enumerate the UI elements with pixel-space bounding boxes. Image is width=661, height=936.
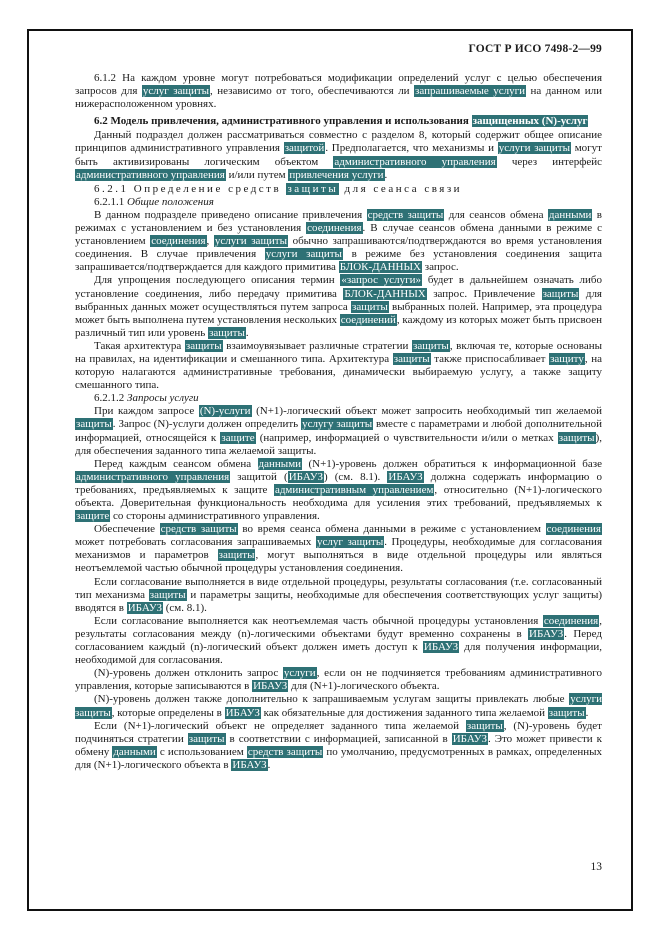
highlighted-term: «запрос услуги» bbox=[341, 274, 422, 287]
highlighted-term: соединения bbox=[543, 614, 599, 627]
highlighted-term: ИБАУЗ bbox=[388, 470, 423, 483]
highlighted-term: защиты bbox=[548, 706, 585, 719]
highlighted-term: средств защиты bbox=[367, 208, 444, 221]
italic-subheading-text: Общие положения bbox=[127, 195, 214, 208]
highlighted-term: защитой bbox=[284, 142, 325, 155]
highlighted-term: защищенных (N)-услуг bbox=[472, 115, 588, 128]
highlighted-term: защиты bbox=[218, 549, 255, 562]
highlighted-term: защите bbox=[221, 431, 255, 444]
highlighted-term: услуги защиты bbox=[498, 142, 570, 155]
highlighted-term: БЛОК-ДАННЫХ bbox=[344, 287, 426, 300]
paragraph: Для упрощения последующего описания термин «запрос услуги» будет в дальнейшем означать либо установление соединения, либо передачу примитива БЛОК-ДАННЫХ запрос. Привлечение защиты для выбранных данных может осуществляться путем запроса защиты выбранных полей. Например, эта процедура может быть выполнена путем установления нескольких соединений, каждому из которых может быть присвоен различный тип или уровень защиты. bbox=[75, 274, 602, 339]
highlighted-term: административного управления bbox=[76, 470, 230, 483]
highlighted-term: защиты bbox=[149, 588, 186, 601]
paragraph: В данном подразделе приведено описание привлечения средств защиты для сеансов обмена данными в режимах с установлением и без установления соединения. В случае сеансов обмена данными в режиме с установлением соединения, услуги защиты обычно запрашиваются/подтверждаются во время установления соединения. В случае привлечения услуги защиты в режиме без установления соединения защита запрашивается/подтверждается для каждого примитива БЛОК-ДАННЫХ запрос. bbox=[75, 208, 602, 274]
highlighted-term: административного управления bbox=[334, 155, 496, 168]
paragraph: Обеспечение средств защиты во время сеанса обмена данными в режиме с установлением соединения может потребовать согласования запрашиваемых услуг защиты. Процедуры, необходимые для согласования механизмов и параметров защиты, могут выполняться в виде отдельной процедуры или являться неотъемлемой частью обычной процедуры установления соединения. bbox=[75, 523, 602, 575]
highlighted-term: ИБАУЗ bbox=[529, 627, 564, 640]
highlighted-term: услуги bbox=[283, 667, 316, 680]
paragraph: (N)-уровень должен отклонить запрос услуги, если он не подчиняется требованиям административного управления, которые записываются в ИБАУЗ для (N+1)-логического объекта. bbox=[75, 667, 602, 693]
paragraph: 6.2.1 Определение средств защиты для сеанса связи bbox=[94, 182, 463, 195]
highlighted-term: средств защиты bbox=[247, 745, 323, 758]
highlighted-term: (N)-услуги bbox=[199, 405, 251, 418]
page-border bbox=[27, 29, 633, 911]
highlighted-term: защиты bbox=[558, 431, 595, 444]
highlighted-term: услуг защиты bbox=[316, 536, 384, 549]
document-body bbox=[75, 72, 602, 772]
highlighted-term: БЛОК-ДАННЫХ bbox=[339, 261, 422, 274]
highlighted-term: защиты bbox=[542, 287, 579, 300]
highlighted-term: защите bbox=[76, 510, 110, 523]
highlighted-term: ИБАУЗ bbox=[225, 706, 260, 719]
highlighted-term: ИБАУЗ bbox=[423, 641, 459, 654]
highlighted-term: административным управлением bbox=[274, 483, 434, 496]
paragraph: 6.2.1.1 Общие положения bbox=[94, 195, 214, 208]
paragraph: Перед каждым сеансом обмена данными (N+1)-уровень должен обратиться к информационной базе административного управления защитой (ИБАУЗ) (см. 8.1). ИБАУЗ должна содержать информацию о требованиях, предъявляемых к защите административным управлением, относительно (N+1)-логического объекта. Доверительная функциональность необходима для усиления этих требований, предъявляемых к защите со стороны административного управления. bbox=[75, 457, 602, 523]
paragraph: Если согласование выполняется как неотъемлемая часть обычной процедуры установления соединения, результаты согласования между (n)-логическими объектами будут временно сохранены в ИБАУЗ. Перед согласованием каждый (n)-логический объект должен иметь доступ к ИБАУЗ для получения информации, необходимой для согласования. bbox=[75, 614, 602, 667]
paragraph: При каждом запросе (N)-услуги (N+1)-логический объект может запросить необходимый тип желаемой защиты. Запрос (N)-услуги должен определить услугу защиты вместе с параметрами и любой дополнительной информацией, относящейся к защите (например, информацией о чувствительности и/или о метках защиты), для обеспечения заданного типа желаемой защиты. bbox=[75, 405, 602, 457]
paragraph: Данный подраздел должен рассматриваться совместно с разделом 8, который содержит общее описание принципов административного управления защитой. Предполагается, что механизмы и услуги защиты могут быть активизированы логическим объектом административного управления через интерфейс административного управления и/или путем привлечения услуги. bbox=[75, 129, 602, 181]
highlighted-term: данными bbox=[258, 457, 302, 470]
highlighted-term: защиты bbox=[413, 339, 449, 352]
highlighted-term: защиты bbox=[287, 182, 339, 195]
highlighted-term: защиты bbox=[209, 326, 245, 339]
highlighted-term: административного управления bbox=[76, 168, 225, 181]
highlighted-term: ИБАУЗ bbox=[127, 601, 162, 614]
highlighted-term: ИБАУЗ bbox=[253, 680, 288, 693]
page-number: 13 bbox=[590, 861, 602, 873]
paragraph: Такая архитектура защиты взаимоувязывает различные стратегии защиты, включая те, которые основаны на правилах, на идентификации и смешанного типа. Архитектура защиты также приспосабливает защиту, на которую налагаются административные требования, динамически выбираемую услугу, а также защиту смешанного типа. bbox=[75, 339, 602, 392]
paragraph: Если (N+1)-логический объект не определяет заданного типа желаемой защиты, (N)-уровень будет подчиняться стратегии защиты в соответствии с информацией, записанной в ИБАУЗ. Это может привести к обмену данными с использованием средств защиты по умолчанию, предусмотренных в рамках, определенных для (N+1)-логического объекта в ИБАУЗ. bbox=[75, 719, 602, 771]
highlighted-term: услугу защиты bbox=[302, 418, 373, 431]
highlighted-term: данными bbox=[548, 208, 592, 221]
highlighted-term: защиты bbox=[76, 418, 112, 431]
highlighted-term: соединения bbox=[151, 235, 206, 248]
paragraph: 6.2 Модель привлечения, административного управления и использования защищенных (N)-услуг bbox=[94, 115, 588, 128]
highlighted-term: соединения bbox=[546, 523, 601, 536]
highlighted-term: защиты bbox=[188, 732, 225, 745]
highlighted-term: услуги защиты bbox=[75, 693, 602, 719]
highlighted-term: защиты bbox=[393, 352, 430, 365]
highlighted-term: услуги защиты bbox=[214, 235, 287, 248]
highlighted-term: защиту bbox=[550, 352, 584, 365]
paragraph: 6.1.2 На каждом уровне могут потребоваться модификации определений услуг с целью обеспечения запросов для услуг защиты, независимо от того, обеспечиваются ли запрашиваемые услуги на данном или нижерасположенном уровнях. bbox=[75, 72, 602, 111]
highlighted-term: запрашиваемые услуги bbox=[415, 85, 526, 98]
highlighted-term: ИБАУЗ bbox=[288, 470, 323, 483]
highlighted-term: соединения bbox=[307, 222, 362, 235]
highlighted-term: ИБАУЗ bbox=[232, 758, 267, 771]
document-header: ГОСТ Р ИСО 7498-2—99 bbox=[468, 43, 602, 55]
highlighted-term: защиты bbox=[351, 300, 388, 313]
highlighted-term: привлечения услуги bbox=[289, 168, 384, 181]
highlighted-term: данными bbox=[113, 745, 156, 758]
page-content bbox=[75, 43, 602, 905]
highlighted-term: средств защиты bbox=[160, 523, 237, 536]
paragraph: (N)-уровень должен также дополнительно к запрашиваемым услугам защиты привлекать любые услуги защиты, которые определены в ИБАУЗ как обязательные для достижения заданного типа желаемой защиты. bbox=[75, 693, 602, 719]
highlighted-term: соединений bbox=[340, 313, 396, 326]
paragraph: Если согласование выполняется в виде отдельной процедуры, результаты согласования (т.е. согласованный тип механизма защиты и параметры защиты, необходимые для обеспечения соответствующих услуг защиты) вводятся в ИБАУЗ (см. 8.1). bbox=[75, 575, 602, 614]
highlighted-term: ИБАУЗ bbox=[452, 732, 487, 745]
highlighted-term: защиты bbox=[466, 719, 503, 732]
highlighted-term: услуг защиты bbox=[142, 85, 210, 98]
italic-subheading-text: Запросы услуги bbox=[127, 392, 199, 405]
paragraph: 6.2.1.2 Запросы услуги bbox=[94, 392, 199, 405]
highlighted-term: защиты bbox=[185, 339, 222, 352]
highlighted-term: услуги защиты bbox=[265, 248, 342, 261]
